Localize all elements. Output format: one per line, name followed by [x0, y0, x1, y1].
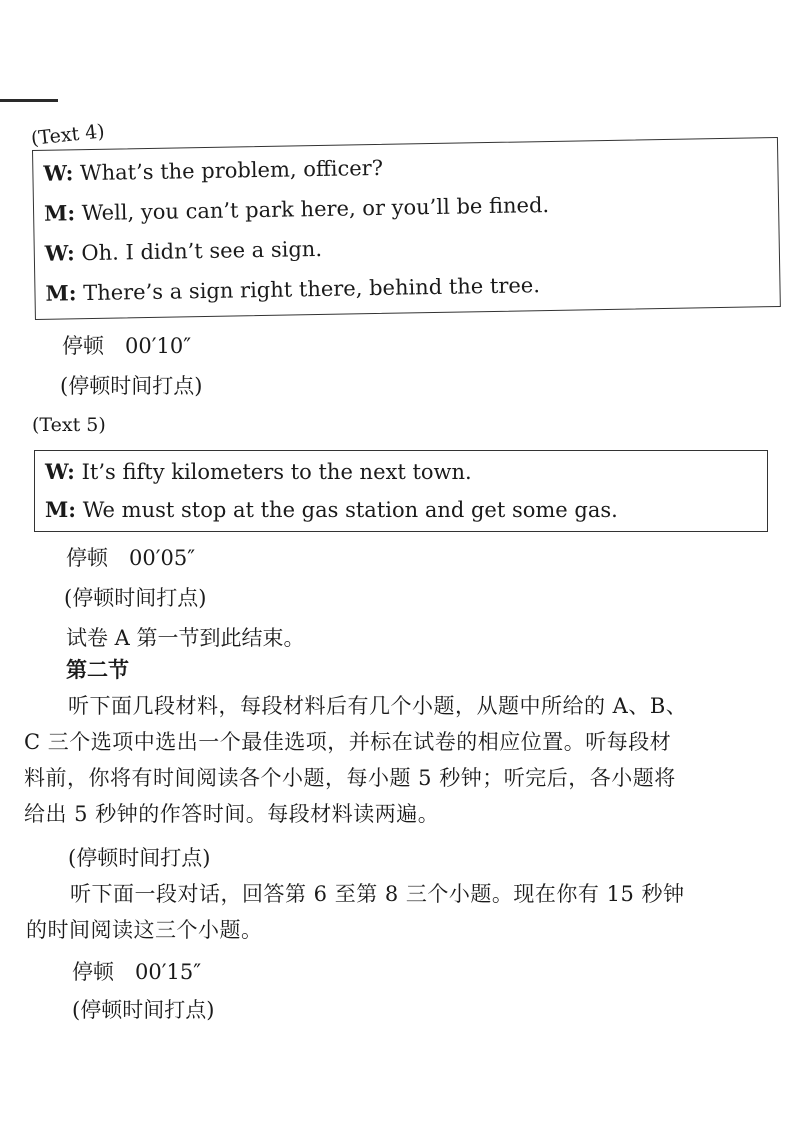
- text5-line: [45, 497, 618, 522]
- text5-pause-note: (停顿时间打点): [64, 586, 207, 610]
- dialogue-text: What’s the problem, officer?: [79, 155, 384, 186]
- instruction-line: 料前，你将有时间阅读各个小题，每小题 5 秒钟；听完后，各小题将: [24, 766, 676, 790]
- text5-dialogue-box: [34, 450, 768, 532]
- dialogue-text: Oh. I didn’t see a sign.: [81, 236, 323, 266]
- dialogue-intro: [26, 876, 786, 948]
- instruction-line: 给出 5 秒钟的作答时间。每段材料读两遍。: [24, 802, 440, 826]
- speaker-label: W:: [45, 459, 75, 484]
- dialogue-text: We must stop at the gas station and get some gas.: [82, 498, 618, 522]
- text5-pause: 停顿 00′05″: [66, 546, 196, 570]
- section1-end-note: 试卷 A 第一节到此结束。: [66, 626, 305, 650]
- text5-label: (Text 5): [32, 414, 106, 436]
- section2-pause-note-2: (停顿时间打点): [72, 998, 215, 1022]
- dialogue-text: There’s a sign right there, behind the tree.: [82, 273, 541, 306]
- instruction-line: 听下面几段材料，每段材料后有几个小题，从题中所给的 A、B、: [68, 694, 688, 718]
- speaker-label: M:: [45, 497, 76, 522]
- text5-line: [45, 459, 472, 484]
- text4-line: [44, 192, 549, 226]
- text4-pause-note: (停顿时间打点): [60, 374, 203, 398]
- speaker-label: M:: [45, 280, 77, 306]
- instruction-line: C 三个选项中选出一个最佳选项，并标在试卷的相应位置。听每段材: [24, 730, 672, 754]
- speaker-label: W:: [44, 240, 75, 266]
- dialogue-text: Well, you can’t park here, or you’ll be fined.: [81, 192, 550, 226]
- section2-instructions: [24, 688, 784, 832]
- text4-line: [45, 236, 323, 266]
- section2-heading: 第二节: [66, 657, 129, 682]
- text4-pause: 停顿 00′10″: [62, 334, 192, 358]
- text4-line: [43, 155, 383, 186]
- intro-line: 听下面一段对话，回答第 6 至第 8 三个小题。现在你有 15 秒钟: [70, 882, 685, 906]
- intro-line: 的时间阅读这三个小题。: [26, 918, 263, 942]
- top-rule: [0, 99, 58, 102]
- speaker-label: W:: [43, 160, 74, 186]
- text4-line: [45, 272, 540, 306]
- text4-label: (Text 4): [30, 120, 106, 150]
- dialogue-text: It’s fifty kilometers to the next town.: [81, 460, 472, 484]
- section2-pause: 停顿 00′15″: [72, 960, 202, 984]
- section2-pause-note-1: (停顿时间打点): [68, 846, 211, 870]
- text4-dialogue-box: [32, 137, 781, 320]
- speaker-label: M:: [43, 200, 76, 226]
